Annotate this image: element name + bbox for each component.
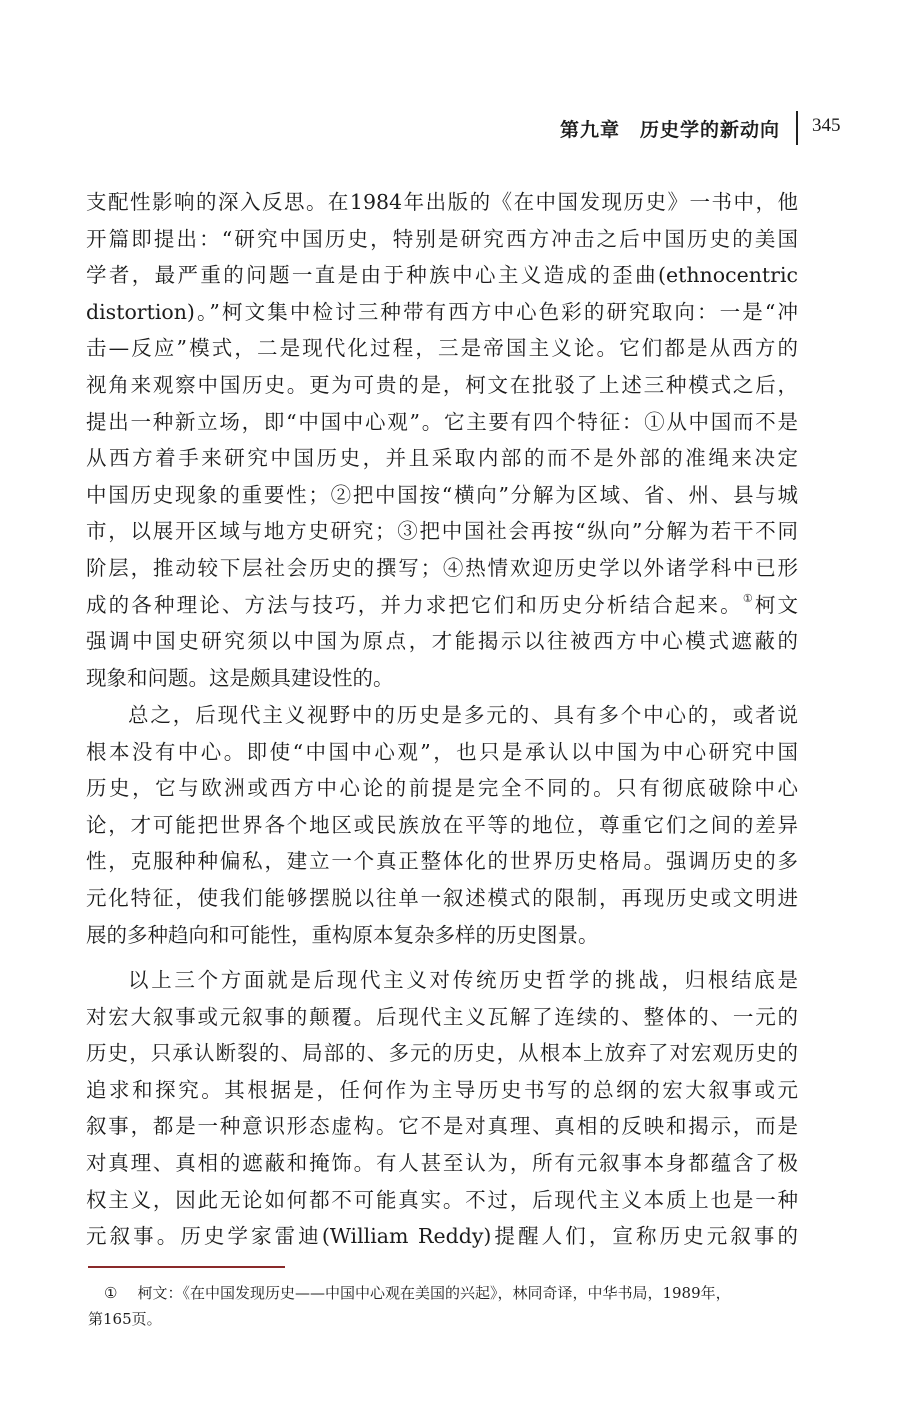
paragraph <box>86 697 798 953</box>
text-line: 对真理、真相的遮蔽和掩饰。有人甚至认为，所有元叙事本身都蕴含了极 <box>86 1150 798 1175</box>
text-line-with-footnote <box>86 587 798 624</box>
text-line: 击—反应”模式，二是现代化过程，三是帝国主义论。它们都是从西方的 <box>86 336 798 361</box>
text-line: 历史，它与欧洲或西方中心论的前提是完全不同的。只有彻底破除中心 <box>86 776 798 801</box>
footnote-line: 第165页。 <box>88 1310 162 1328</box>
paragraph-continued <box>86 184 798 696</box>
text-segment: 柯文 <box>752 592 799 617</box>
text-line: 市，以展开区域与地方史研究；③把中国社会再按“纵向”分解为若干不同 <box>86 519 798 544</box>
text-line: 叙事，都是一种意识形态虚构。它不是对真理、真相的反映和揭示，而是 <box>86 1114 798 1139</box>
text-line: 视角来观察中国历史。更为可贵的是，柯文在批驳了上述三种模式之后， <box>86 372 798 397</box>
text-line: 论，才可能把世界各个地区或民族放在平等的地位，尊重它们之间的差异 <box>86 812 798 837</box>
footnote-divider <box>88 1266 285 1268</box>
text-line: 中国历史现象的重要性；②把中国按“横向”分解为区域、省、州、县与城 <box>86 482 798 507</box>
text-line: 历史，只承认断裂的、局部的、多元的历史，从根本上放弃了对宏观历史的 <box>86 1041 798 1066</box>
footnote-text: 柯文：《在中国发现历史——中国中心观在美国的兴起》，林同奇译，中华书局，1989年， <box>137 1284 731 1302</box>
text-line: 元叙事。历史学家雷迪(William Reddy)提醒人们，宣称历史元叙事的 <box>86 1224 798 1249</box>
text-line: 性，克服种种偏私，建立一个真正整体化的世界历史格局。强调历史的多 <box>86 849 798 874</box>
text-line: 展的多种趋向和可能性，重构原本复杂多样的历史图景。 <box>86 922 599 947</box>
footnote-line <box>88 1280 794 1306</box>
text-line: 权主义，因此无论如何都不可能真实。不过，后现代主义本质上也是一种 <box>86 1187 798 1212</box>
chapter-title: 第九章 历史学的新动向 <box>559 119 780 141</box>
text-line: distortion)。”柯文集中检讨三种带有西方中心色彩的研究取向：一是“冲 <box>86 299 798 324</box>
text-line: 阶层，推动较下层社会历史的撰写；④热情欢迎历史学以外诸学科中已形 <box>86 555 798 580</box>
text-line: 开篇即提出：“研究中国历史，特别是研究西方冲击之后中国历史的美国 <box>86 226 798 251</box>
text-line: 现象和问题。这是颇具建设性的。 <box>86 665 394 690</box>
page-number: 345 <box>812 115 841 136</box>
text-line: 对宏大叙事或元叙事的颠覆。后现代主义瓦解了连续的、整体的、一元的 <box>86 1004 798 1029</box>
text-line: 从西方着手来研究中国历史，并且采取内部的而不是外部的准绳来决定 <box>86 446 798 471</box>
text-line: 支配性影响的深入反思。在1984年出版的《在中国发现历史》一书中，他 <box>86 190 798 214</box>
paragraph <box>86 962 798 1255</box>
text-line: 根本没有中心。即使“中国中心观”，也只是承认以中国为中心研究中国 <box>86 739 798 764</box>
footnote <box>88 1280 794 1332</box>
text-line: 提出一种新立场，即“中国中心观”。它主要有四个特征：①从中国而不是 <box>86 409 798 434</box>
text-line: 元化特征，使我们能够摆脱以往单一叙述模式的限制，再现历史或文明进 <box>86 885 798 910</box>
text-segment: 成的各种理论、方法与技巧，并力求把它们和历史分析结合起来。 <box>86 592 743 617</box>
text-line: 追求和探究。其根据是，任何作为主导历史书写的总纲的宏大叙事或元 <box>86 1077 798 1102</box>
text-line: 以上三个方面就是后现代主义对传统历史哲学的挑战，归根结底是 <box>128 968 798 992</box>
footnote-reference[interactable]: ① <box>742 591 753 605</box>
text-line: 强调中国史研究须以中国为原点，才能揭示以往被西方中心模式遮蔽的 <box>86 629 798 654</box>
running-header <box>0 113 900 145</box>
header-divider <box>796 111 798 145</box>
text-line: 总之，后现代主义视野中的历史是多元的、具有多个中心的，或者说 <box>128 703 798 727</box>
footnote-mark: ① <box>104 1284 118 1302</box>
text-line: 学者，最严重的问题一直是由于种族中心主义造成的歪曲(ethnocentric <box>86 263 798 288</box>
